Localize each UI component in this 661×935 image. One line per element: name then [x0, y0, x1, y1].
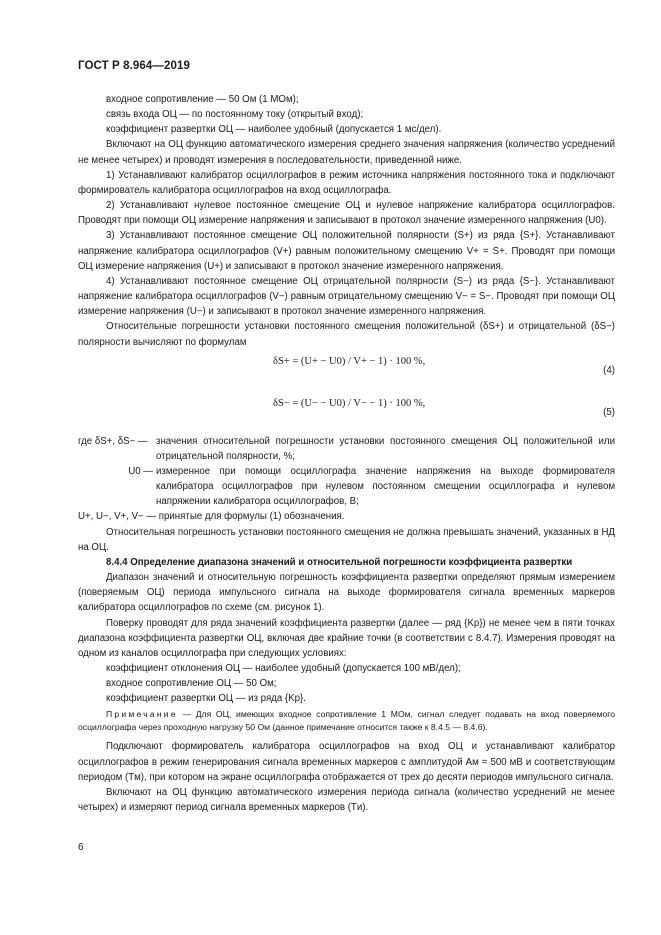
paragraph: Относительная погрешность установки постоянного смещения не должна превышать значений, указанных в НД на ОЦ. [78, 526, 615, 553]
note-text: — Для ОЦ, имеющих входное сопротивление 1 МОм, сигнал следует подавать на вход поверяемого осциллографа через проходную нагрузку 50 Ом (данное примечание относится также к 8.4.5 — 8.4.6). [78, 709, 615, 732]
condition-line: входное сопротивление ОЦ — 50 Ом; [106, 678, 277, 690]
paragraph: Относительные погрешности установки постоянного смещения положительной (δS+) и отрицательной (δS−) полярности вычисляют по формулам [78, 321, 615, 348]
condition-line: входное сопротивление — 50 Ом (1 МОм); [106, 94, 299, 105]
paragraph: Включают на ОЦ функцию автоматического измерения среднего значения напряжения (количество усреднений не менее четырех) и проводят измерения в последовательности, приведенной ниже. [78, 139, 615, 166]
step-3: 3) Устанавливают постоянное смещение ОЦ положительной полярности (S+) из ряда {S+}. Устанавливают напряжение калибратора осциллографов (V+) равным положительному смещению V+ = S+. Проводят при помощи ОЦ измерение напряжения (U+) и записывают в протокол значение измеренного напряжения. [78, 230, 615, 272]
paragraph: Подключают формирователь калибратора осциллографов на вход ОЦ и устанавливают калибратор осциллографов в режим генерирования сигнала временных маркеров c амплитудой Aм = 500 мВ и соответствующим периодом (Tм), при котором на экране осциллографа отображается от трех до десяти периодов импульсного сигнала. [78, 741, 615, 783]
definition-row [78, 464, 615, 509]
page-header: ГОСТ Р 8.964—2019 [78, 60, 190, 72]
paragraph: Включают на ОЦ функцию автоматического измерения периода сигнала (количество усреднений не менее четырех) и измеряют период сигнала временных маркеров (Tи). [78, 786, 615, 814]
page-number: 6 [78, 842, 84, 853]
paragraph: Поверку проводят для ряда значений коэффициента развертки (далее — ряд {Kp}) не менее чем в пяти точках диапазона коэффициента развертки ОЦ, включая две крайние точки (в соответствии с 8.4.7). Измерения проводят на одном из каналов осциллографа при следующих условиях: [78, 617, 615, 659]
definition-term: где δS+, δS− — [78, 435, 148, 447]
note [78, 708, 615, 733]
formula-4 [78, 350, 615, 392]
step-4: 4) Устанавливают постоянное смещение ОЦ отрицательной полярности (S−) из ряда {S−}. Устанавливают напряжение калибратора осциллографов (V−) равным отрицательному смещению V− = S−. Проводят при помощи ОЦ измерение напряжения (U−) и записывают в протокол значение измеренного напряжения. [78, 275, 615, 318]
step-1: 1) Устанавливают калибратор осциллографов в режим источника напряжения постоянного тока и подключают формирователь калибратора осциллографов на вход осциллографа. [78, 169, 615, 196]
formula-5-expression: δS− = (U− − U0) / V− − 1) · 100 %, [273, 397, 426, 409]
paragraph: Диапазон значений и относительную погрешность коэффициента развертки определяют прямым измерением (поверяемым ОЦ) периода импульсного сигнала на выходе формирователя сигнала временных маркеров калибратора осциллографов по схеме (см. рисунок 1). [78, 572, 615, 614]
condition-line: коэффициент развертки ОЦ — из ряда {Kp}. [106, 693, 306, 705]
definition-term: U0 — [128, 465, 153, 477]
formula-4-number: (4) [603, 364, 615, 376]
definition-row: U+, U−, V+, V− — принятые для формулы (1) обозначения. [78, 511, 345, 523]
definition-row [78, 434, 615, 464]
definition-text: значения относительной погрешности установки постоянного смещения ОЦ положительной или отрицательной полярности, %; [156, 435, 615, 462]
formula-4-expression: δS+ = (U+ − U0) / V+ − 1) · 100 %, [273, 355, 426, 367]
condition-line: коэффициент отклонения ОЦ — наиболее удобный (допускается 100 мВ/дел); [106, 663, 461, 674]
section-heading: 8.4.4 Определение диапазона значений и относительной погрешности коэффициента развертки [106, 556, 573, 568]
formula-5-number: (5) [603, 406, 615, 418]
note-label: Примечание [106, 709, 178, 720]
formula-5 [78, 392, 615, 434]
condition-line: связь входа ОЦ — по постоянному току (открытый вход); [106, 109, 364, 121]
step-2: 2) Устанавливают нулевое постоянное смещение ОЦ и нулевое напряжение калибратора осциллографов. Проводят при помощи ОЦ измерение напряжения и записывают в протокол значение измеренного напряжения (U0). [78, 200, 615, 227]
definition-text: измеренное при помощи осциллографа значение напряжения на выходе формирователя калибратора осциллографов при нулевом постоянном смещении осциллографа и нулевом напряжении калибратора осциллографов, В; [156, 465, 615, 508]
condition-line: коэффициент развертки ОЦ — наиболее удобный (допускается 1 мс/дел). [106, 124, 442, 136]
document-body [78, 92, 615, 815]
